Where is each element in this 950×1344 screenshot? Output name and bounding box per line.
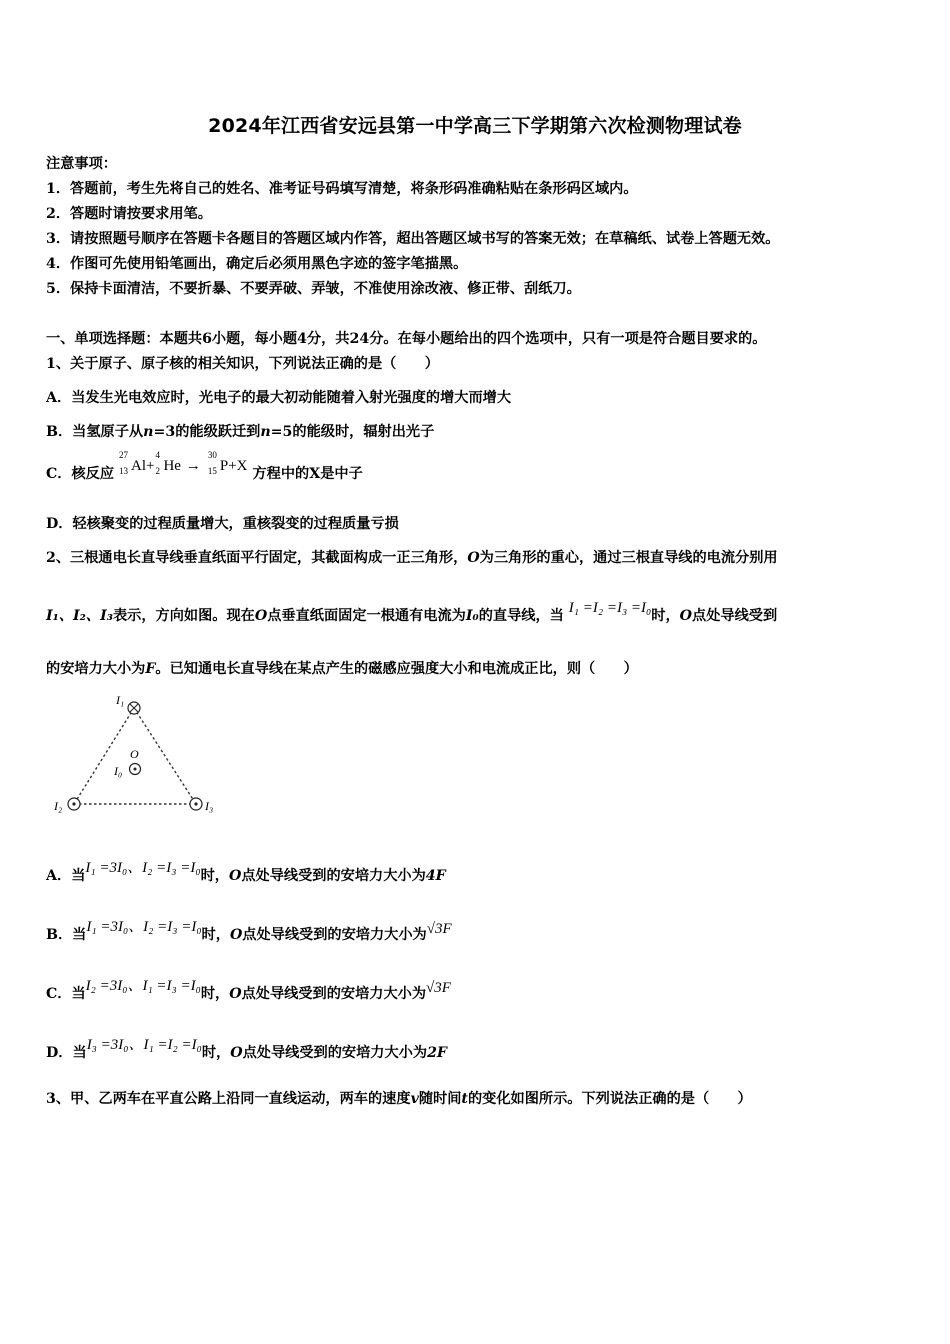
question-1-option-d: D．轻核聚变的过程质量增大，重核裂变的过程质量亏损	[46, 516, 399, 532]
label-i2: I₂	[54, 799, 63, 813]
question-1-option-c	[46, 450, 363, 483]
label-i3: I₃	[205, 799, 214, 813]
notice-item: 1．答题前，考生先将自己的姓名、准考证号码填写清楚，将条形码准确粘贴在条形码区域内。	[46, 181, 638, 197]
section-heading: 一、单项选择题：本题共6小题，每小题4分，共24分。在每小题给出的四个选项中，只有一项是符合题目要求的。	[46, 331, 767, 347]
label-i0: I₀	[114, 764, 123, 778]
notice-item: 5．保持卡面清洁，不要折暴、不要弄破、弄皱，不准使用涂改液、修正带、刮纸刀。	[46, 281, 581, 297]
question-2-option-b: B．当I₁ =3I₀、I₂ =I₃ =I₀时，O点处导线受到的安培力大小为√3F	[46, 919, 452, 943]
triangle-edge	[74, 708, 134, 804]
option-text: =3的能级跃迁到	[153, 424, 261, 440]
question-3-stem: 3、甲、乙两车在平直公路上沿同一直线运动，两车的速度v随时间t的变化如图所示。下列说法正确的是（ ）	[46, 1091, 752, 1107]
question-2-option-a: A．当I₁ =3I₀、I₂ =I₃ =I₀时，O点处导线受到的安培力大小为4F	[46, 860, 446, 884]
exam-title: 2024年江西省安远县第一中学高三下学期第六次检测物理试卷	[208, 115, 742, 137]
phosphorus-nuclide: 30 15 P	[207, 450, 229, 476]
option-text: 方程中的X是中子	[252, 466, 363, 482]
aluminum-nuclide: 27 13 Al	[119, 450, 146, 476]
wire-out-of-page-icon	[68, 798, 80, 810]
triangle-edge	[134, 708, 196, 804]
option-text: B．当氢原子从	[46, 424, 144, 440]
question-1-stem: 1、关于原子、原子核的相关知识，下列说法正确的是（ ）	[46, 356, 439, 372]
nuclear-equation: 27 13 Al+ 4 2 He → 30 15 P+X	[119, 450, 248, 476]
label-i1: I₁	[116, 693, 125, 707]
variable-n: n	[260, 424, 271, 440]
question-2-option-c: C．当I₂ =3I₀、I₁ =I₃ =I₀时，O点处导线受到的安培力大小为√3F	[46, 978, 451, 1002]
notice-item: 4．作图可先使用铅笔画出，确定后必须用黑色字迹的签字笔描黑。	[46, 256, 468, 272]
label-o: O	[130, 747, 139, 761]
triangle-wire-diagram	[46, 692, 236, 822]
wire-out-of-page-icon	[130, 764, 141, 775]
notice-item: 2．答题时请按要求用笔。	[46, 206, 212, 222]
helium-nuclide: 4 2 He	[155, 450, 181, 476]
question-2-option-d: D．当I₃ =3I₀、I₁ =I₂ =I₀时，O点处导线受到的安培力大小为2F	[46, 1037, 448, 1061]
question-1-option-a: A．当发生光电效应时，光电子的最大初动能随着入射光强度的增大而增大	[46, 390, 512, 406]
question-2-stem-line3: 的安培力大小为F。已知通电长直导线在某点产生的磁感应强度大小和电流成正比，则（ ）	[46, 661, 638, 677]
wire-out-of-page-icon	[190, 798, 202, 810]
notice-item: 3．请按照题号顺序在答题卡各题目的答题区域内作答，超出答题区域书写的答案无效；在草稿纸、试卷上答题无效。	[46, 231, 780, 247]
wire-into-page-icon	[128, 702, 140, 714]
option-text: =5的能级时，辐射出光子	[270, 424, 435, 440]
notice-heading: 注意事项：	[46, 156, 117, 172]
triangle-diagram-svg	[46, 692, 236, 822]
question-2-stem-line2: I₁、I₂、I₃表示，方向如图。现在O点垂直纸面固定一根通有电流为I₀的直导线，当 I₁ =I₂ =I₃ =I₀时，O点处导线受到	[46, 600, 778, 624]
question-2-stem-line1: 2、三根通电长直导线垂直纸面平行固定，其截面构成一正三角形，O为三角形的重心，通过三根直导线的电流分别用	[46, 550, 778, 566]
option-text: C．核反应	[46, 466, 115, 482]
question-1-option-b	[46, 421, 434, 441]
current-equation: I₁ =I₂ =I₃ =I₀	[568, 600, 652, 616]
variable-n: n	[143, 424, 154, 440]
